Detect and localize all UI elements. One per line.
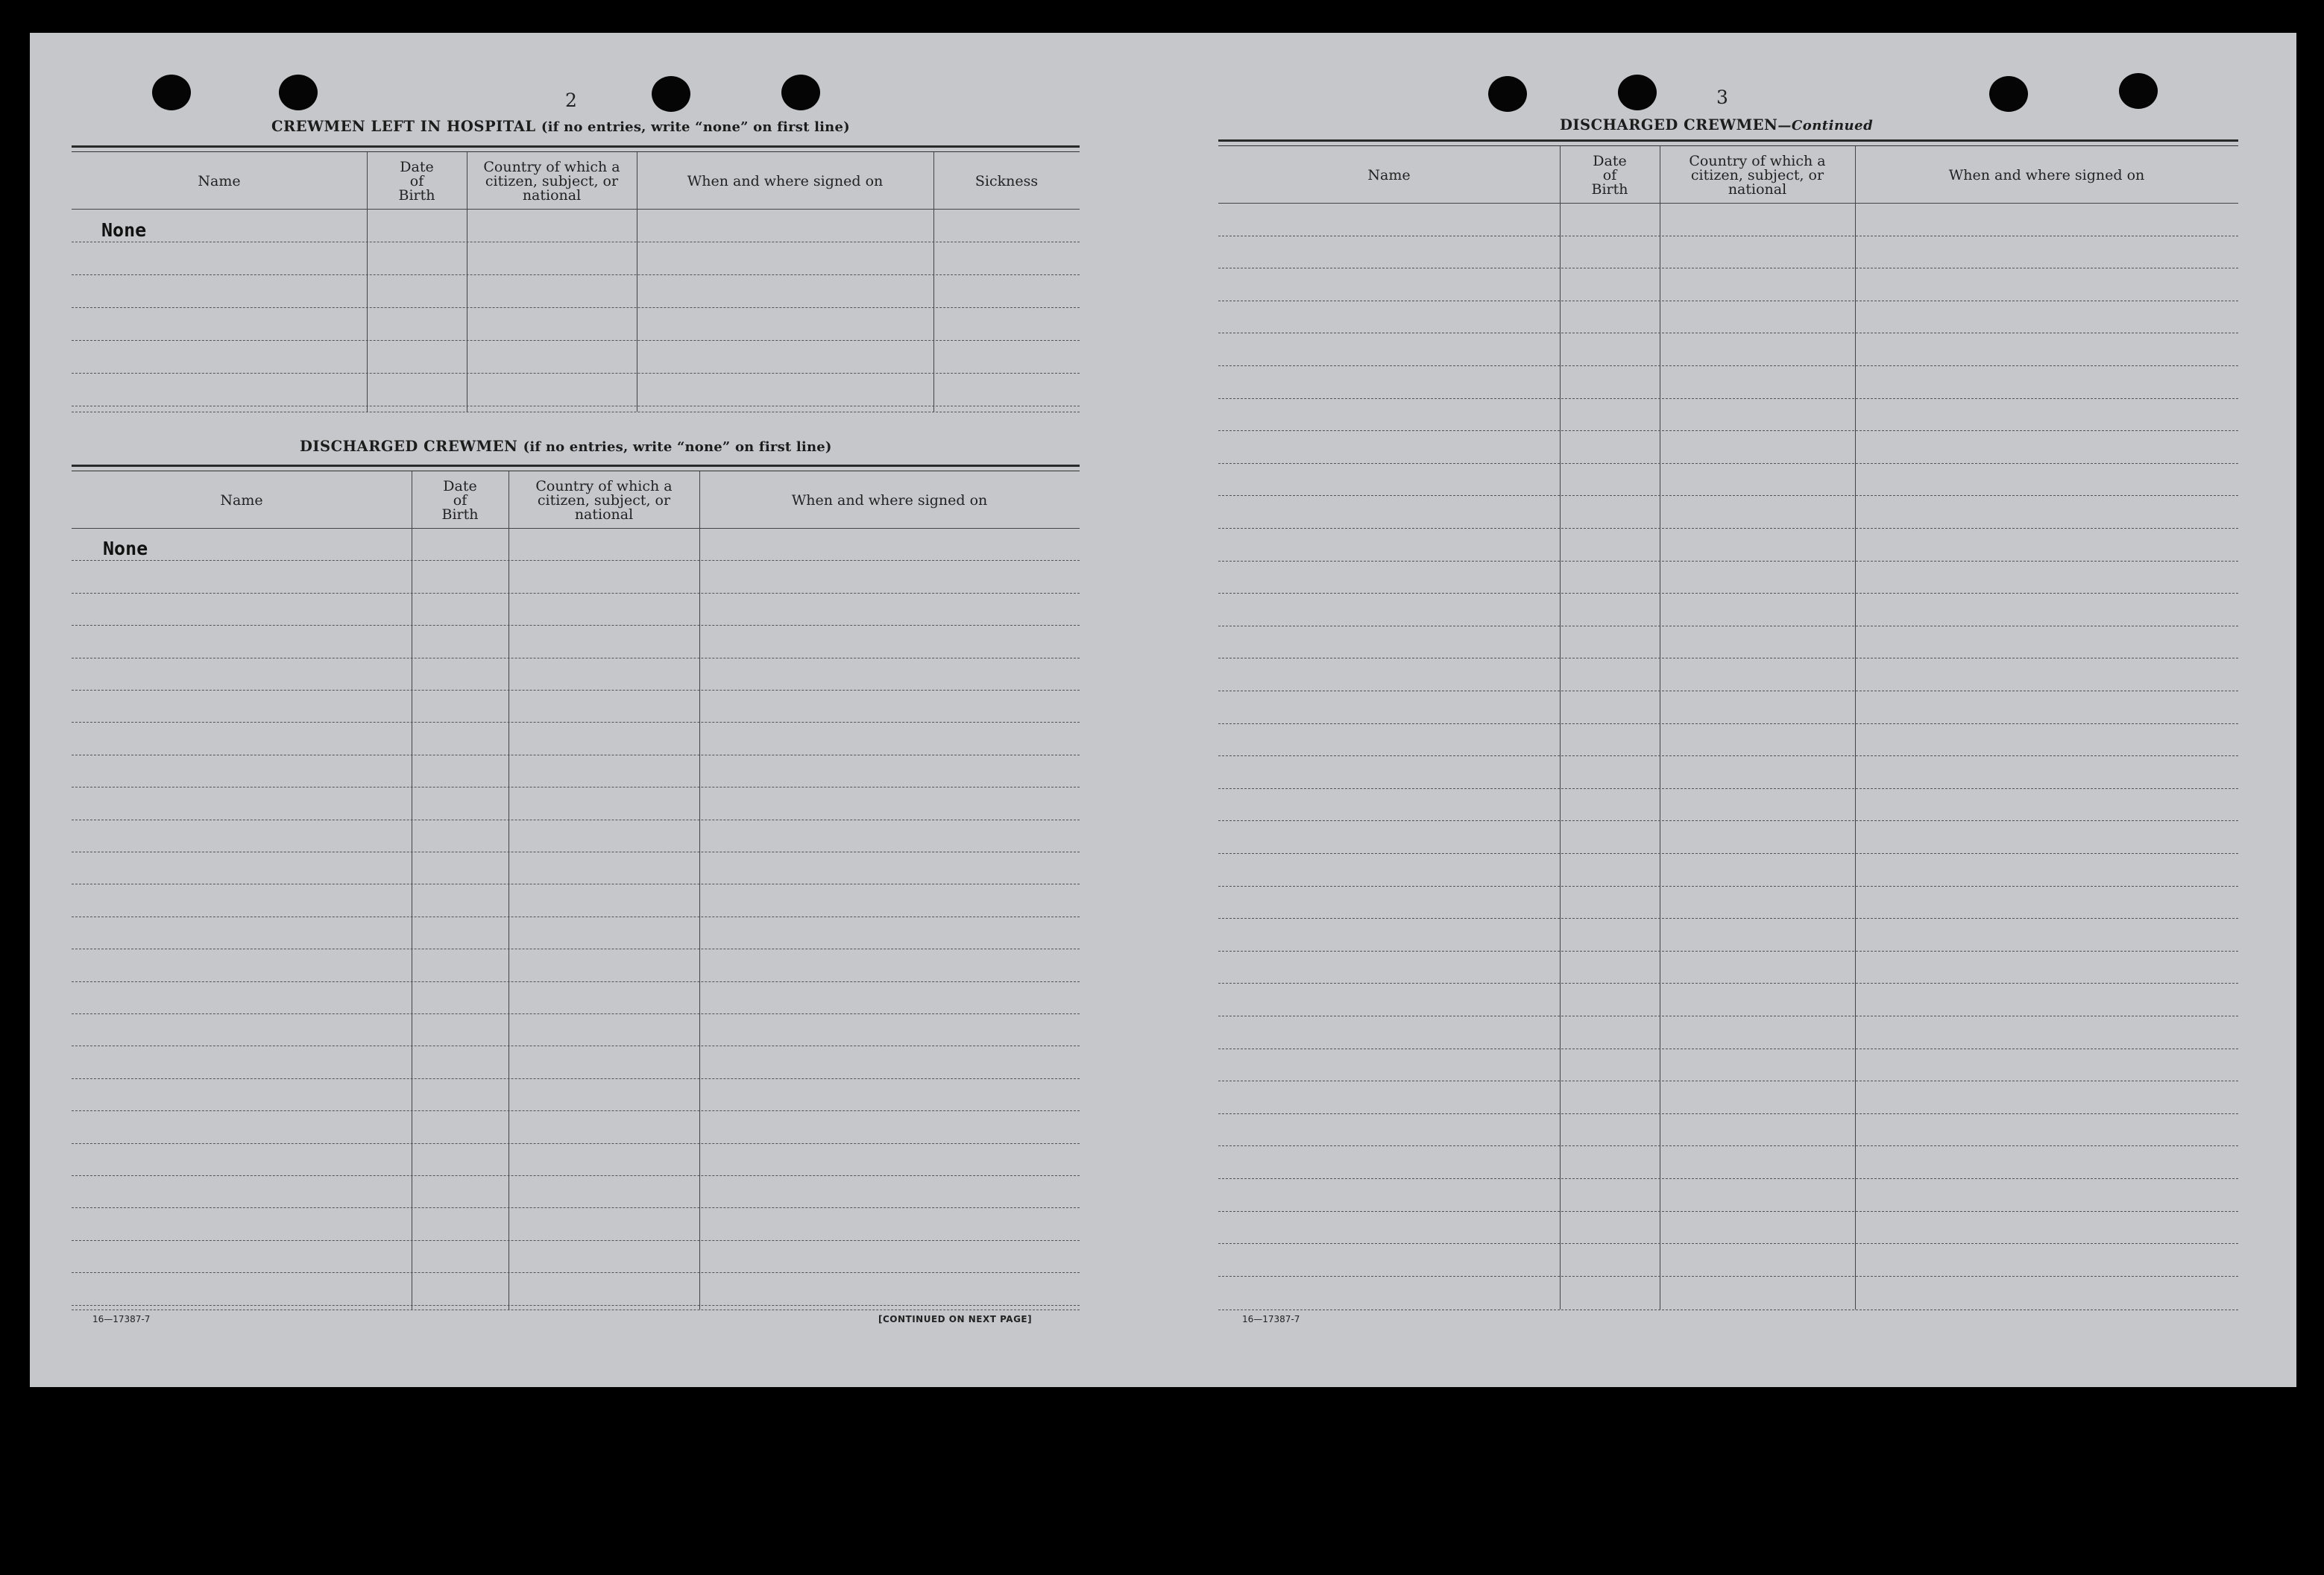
continued-note: [CONTINUED ON NEXT PAGE] [878,1314,1033,1324]
top-rule [72,145,1080,148]
row-line [1218,983,2238,984]
punch-hole [1488,76,1527,112]
row-line [1218,1211,2238,1212]
row-line [72,625,1080,626]
row-line [1218,820,2238,821]
row-line [72,981,1080,982]
row-line [72,1143,1080,1144]
row-line [72,722,1080,723]
row-line [72,1240,1080,1241]
discharged-section-title: DISCHARGED CREWMEN (if no entries, write “none” on first line) [300,438,832,455]
header-divider [72,528,1080,529]
column-divider [699,471,700,1310]
top-rule [72,465,1080,467]
row-line [1218,1145,2238,1146]
row-line [1218,528,2238,529]
top-rule [72,151,1080,152]
column-divider [933,152,934,412]
punch-hole [652,76,690,112]
row-line [1218,398,2238,399]
column-header-country: Country of which a citizen, subject, or national [535,477,673,523]
form-sheet [30,33,2296,1387]
column-header-date-of-birth: Date of Birth [1591,152,1628,198]
row-line [72,1207,1080,1208]
row-line [1218,853,2238,854]
column-header-sickness: Sickness [974,172,1039,189]
column-header-name: Name [198,172,241,189]
row-line [1218,1276,2238,1277]
column-divider [508,471,509,1310]
row-line [1218,723,2238,724]
row-line [72,1175,1080,1176]
top-rule [1218,145,2238,146]
column-header-country: Country of which a citizen, subject, or national [483,158,620,204]
row-line [72,1013,1080,1014]
row-line [72,1272,1080,1273]
row-line [72,274,1080,275]
row-line [72,373,1080,374]
row-line [72,307,1080,308]
row-line [72,1305,1080,1306]
column-header-name: Name [1367,166,1411,183]
column-divider [1855,146,1856,1310]
hospital-first-entry: None [101,219,147,241]
column-divider [1560,146,1561,1310]
row-line [72,690,1080,691]
row-line [1218,755,2238,756]
column-header-when-where-signed: When and where signed on [687,172,884,189]
row-line [1218,1178,2238,1179]
row-line [1218,495,2238,496]
row-line [1218,1113,2238,1114]
row-line [1218,788,2238,789]
punch-hole [279,75,318,110]
discharged-continued-title: DISCHARGED CREWMEN—Continued [1560,116,1874,133]
punch-hole [2119,73,2158,109]
row-line [1218,430,2238,431]
punch-hole [781,75,820,110]
row-line [72,593,1080,594]
column-header-country: Country of which a citizen, subject, or national [1689,152,1826,198]
row-line [1218,593,2238,594]
punch-hole [152,75,191,110]
discharged-first-entry: None [103,538,148,559]
column-header-when-where-signed: When and where signed on [1948,166,2145,183]
column-header-date-of-birth: Date of Birth [398,158,435,204]
row-line [72,560,1080,561]
row-line [1218,886,2238,887]
top-rule [1218,139,2238,142]
row-line [72,1110,1080,1111]
column-divider [367,152,368,412]
row-line [72,1078,1080,1079]
form-number: 16—17387-7 [1242,1314,1300,1324]
row-line [1218,951,2238,952]
row-line [72,340,1080,341]
header-divider [72,209,1080,210]
hospital-section-title: CREWMEN LEFT IN HOSPITAL (if no entries, write “none” on first line) [271,118,850,135]
header-divider [1218,203,2238,204]
page-number: 2 [565,89,577,111]
row-line [1218,463,2238,464]
row-line [72,787,1080,788]
row-line [1218,1243,2238,1244]
page-number: 3 [1716,87,1728,108]
column-header-when-where-signed: When and where signed on [791,491,988,509]
column-header-name: Name [220,491,263,509]
form-number: 16—17387-7 [92,1314,151,1324]
row-line [1218,918,2238,919]
punch-hole [1989,76,2028,112]
punch-hole [1618,75,1657,110]
row-line [1218,561,2238,562]
row-line [1218,365,2238,366]
column-header-date-of-birth: Date of Birth [441,477,479,523]
